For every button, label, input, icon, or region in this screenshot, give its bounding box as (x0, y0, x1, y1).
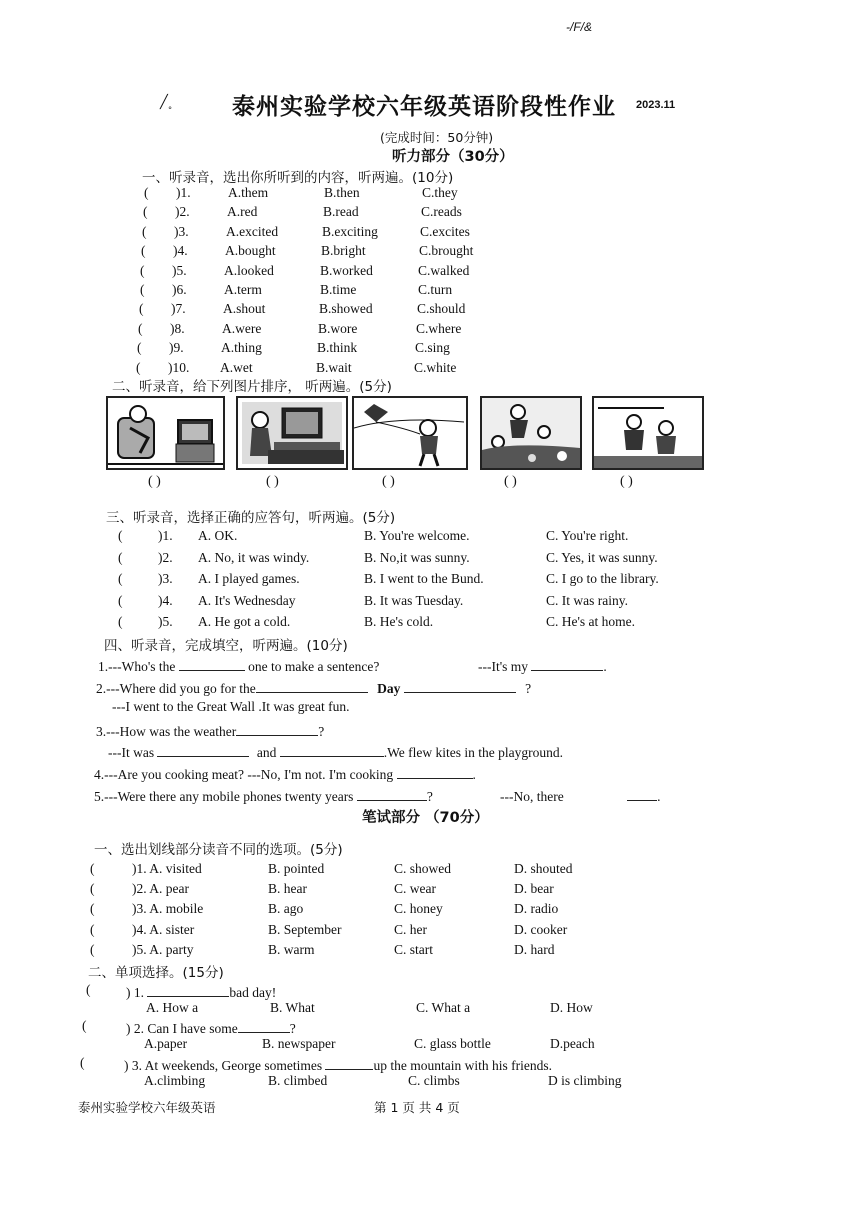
option-c[interactable]: C.walked (418, 262, 470, 278)
option-b[interactable]: B. September (268, 921, 342, 937)
question-3: ) 3. At weekends, George sometimes up the mountain with his friends. (124, 1055, 552, 1074)
option-c[interactable]: C. Yes, it was sunny. (546, 549, 658, 565)
option-a[interactable]: )3. A. mobile (132, 901, 204, 917)
listening-heading: 听力部分（30分） (392, 149, 514, 165)
picture-watching-tv (106, 396, 225, 470)
writing-part1-title: 一、选出划线部分读音不同的选项。(5分) (94, 842, 343, 858)
q1-opt-c[interactable]: C. What a (416, 1000, 471, 1015)
q1-opt-b[interactable]: B. What (270, 1000, 315, 1015)
answer-bracket[interactable]: ( (136, 359, 141, 375)
option-c[interactable]: C.should (417, 301, 466, 317)
item-number: )5. (158, 614, 173, 629)
q3-opt-b[interactable]: B. climbed (268, 1073, 328, 1088)
blank-1-1[interactable] (179, 656, 245, 671)
picture-answer-bracket[interactable]: ( ) (620, 474, 633, 489)
option-b[interactable]: B.worked (320, 262, 373, 278)
blank-1-2[interactable] (531, 656, 603, 671)
option-c[interactable]: C.brought (419, 243, 474, 259)
item-number: )7. (171, 301, 186, 317)
option-c[interactable]: C. start (394, 941, 433, 957)
item-number: )1. (158, 528, 173, 543)
q3-bracket: ( (80, 1055, 85, 1070)
writing-heading: 笔试部分 （70分） (362, 810, 489, 826)
option-b[interactable]: B.time (320, 282, 357, 297)
fill-line-2: 2.---Where did you go for the Day ? (96, 678, 531, 697)
answer-bracket[interactable]: ( (90, 921, 95, 937)
fill-line-4: 4.---Are you cooking meat? ---No, I'm not. I'm cooking . (94, 764, 476, 783)
option-a[interactable]: )4. A. sister (132, 921, 195, 937)
blank-4-1[interactable] (397, 764, 473, 779)
answer-bracket[interactable]: ( (143, 204, 148, 220)
item-number: )4. (158, 592, 173, 608)
option-b[interactable]: B.read (323, 204, 359, 220)
option-c[interactable]: C. I go to the library. (546, 571, 659, 586)
fill-line-5: 5.---Were there any mobile phones twenty years ? (94, 786, 433, 805)
page-title: 泰州实验学校六年级英语阶段性作业 (232, 94, 616, 120)
option-a[interactable]: A. No, it was windy. (198, 549, 310, 565)
option-b[interactable]: B. warm (268, 941, 315, 957)
fill-line-5-answer: ---No, there . (500, 786, 660, 805)
answer-bracket[interactable]: ( (118, 614, 123, 629)
item-number: )1. (176, 185, 191, 200)
fill-line-3-answer: ---It was and .We flew kites in the playground. (108, 742, 563, 761)
option-c[interactable]: C. showed (394, 861, 451, 876)
option-b[interactable]: B. No,it was sunny. (364, 549, 470, 565)
blank-3-2[interactable] (157, 742, 249, 757)
writing-part2-title: 二、单项选择。(15分) (88, 965, 224, 981)
answer-bracket[interactable]: ( (137, 340, 142, 356)
picture-answer-bracket[interactable]: ( ) (266, 474, 279, 489)
option-c[interactable]: C.they (422, 185, 458, 200)
q1-bracket: ( (86, 982, 91, 997)
footer-school: 泰州实验学校六年级英语 (78, 1100, 216, 1115)
option-a[interactable]: )1. A. visited (132, 861, 202, 876)
q3-opt-d[interactable]: D is climbing (548, 1073, 622, 1088)
option-a[interactable]: A.wet (220, 359, 253, 375)
q2-opt-d[interactable]: D.peach (550, 1036, 595, 1051)
option-b[interactable]: B. I went to the Bund. (364, 571, 484, 586)
item-number: )2. (158, 549, 173, 565)
option-a[interactable]: A.excited (226, 223, 279, 239)
option-c[interactable]: C.reads (421, 204, 462, 220)
picture-computer-games (236, 396, 348, 470)
answer-bracket[interactable]: ( (90, 861, 95, 876)
blank-5-2[interactable] (627, 786, 657, 801)
answer-bracket[interactable]: ( (141, 243, 146, 259)
answer-bracket[interactable]: ( (140, 282, 145, 297)
q3-blank[interactable] (325, 1055, 373, 1070)
option-d[interactable]: D. radio (514, 901, 559, 917)
item-number: )5. (172, 262, 187, 278)
item-number: )3. (174, 223, 189, 239)
option-b[interactable]: B.wait (316, 359, 352, 375)
option-c[interactable]: C. He's at home. (546, 614, 636, 629)
option-c[interactable]: C. You're right. (546, 528, 629, 543)
option-b[interactable]: B.then (324, 185, 360, 200)
answer-bracket[interactable]: ( (90, 881, 95, 897)
fill-line-1-answer: ---It's my . (478, 656, 607, 675)
option-d[interactable]: D. shouted (514, 861, 573, 876)
option-a[interactable]: A. I played games. (198, 571, 300, 586)
answer-bracket[interactable]: ( (144, 185, 149, 200)
option-c[interactable]: C. It was rainy. (546, 592, 628, 608)
listening-part4-title: 四、听录音，完成填空，听两遍。(10分) (104, 638, 348, 654)
blank-2-1[interactable] (256, 678, 368, 693)
q2-opt-b[interactable]: B. newspaper (262, 1036, 336, 1051)
option-b[interactable]: B.exciting (322, 223, 378, 239)
footer-page-number: 第 1 页 共 4 页 (374, 1100, 460, 1115)
picture-fishing (592, 396, 704, 470)
option-c[interactable]: C.sing (415, 340, 450, 356)
item-number: )8. (170, 320, 185, 336)
fill-line-1: 1.---Who's the one to make a sentence? (98, 656, 379, 675)
answer-bracket[interactable]: ( (138, 320, 143, 336)
picture-flying-kite (352, 396, 468, 470)
option-c[interactable]: C. wear (394, 881, 436, 897)
option-b[interactable]: B. He's cold. (364, 614, 434, 629)
option-a[interactable]: )5. A. party (132, 941, 194, 957)
blank-3-1[interactable] (236, 721, 318, 736)
answer-bracket[interactable]: ( (118, 592, 123, 608)
picture-answer-bracket[interactable]: ( ) (148, 474, 161, 489)
answer-bracket[interactable]: ( (90, 901, 95, 917)
option-b[interactable]: B. ago (268, 901, 304, 917)
q1-blank[interactable] (147, 982, 229, 997)
question-2: ) 2. Can I have some ? (126, 1018, 296, 1037)
option-b[interactable]: B. hear (268, 881, 307, 897)
option-a[interactable]: A. OK. (198, 528, 238, 543)
item-number: )9. (169, 340, 184, 356)
picture-answer-bracket[interactable]: ( ) (504, 474, 517, 489)
option-a[interactable]: A.thing (221, 340, 262, 356)
time-note: (完成时间：50分钟) (380, 130, 494, 145)
picture-answer-bracket[interactable]: ( ) (382, 474, 395, 489)
item-number: )10. (168, 359, 190, 375)
scribble-mark: -/F/& (566, 20, 592, 34)
q1-opt-d[interactable]: D. How (550, 1000, 593, 1015)
option-a[interactable]: A.bought (225, 243, 276, 259)
q2-opt-a[interactable]: A.paper (144, 1036, 188, 1051)
option-a[interactable]: A. It's Wednesday (198, 592, 296, 608)
answer-bracket[interactable]: ( (140, 262, 145, 278)
question-1: ) 1. bad day! (126, 982, 276, 1001)
blank-3-3[interactable] (280, 742, 384, 757)
option-b[interactable]: B.bright (321, 243, 366, 259)
item-number: )3. (158, 571, 173, 586)
q3-opt-a[interactable]: A.climbing (144, 1073, 206, 1088)
option-c[interactable]: C.turn (418, 282, 453, 297)
date-label: 2023.11 (636, 99, 676, 111)
listening-part3-title: 三、听录音，选择正确的应答句，听两遍。(5分) (106, 510, 396, 526)
option-c[interactable]: C.white (414, 359, 457, 375)
q3-opt-c[interactable]: C. climbs (408, 1073, 460, 1088)
q2-opt-c[interactable]: C. glass bottle (414, 1036, 491, 1051)
answer-bracket[interactable]: ( (139, 301, 144, 317)
option-a[interactable]: )2. A. pear (132, 881, 189, 897)
fill-line-3: 3.---How was the weather ? (96, 721, 324, 740)
blank-5-1[interactable] (357, 786, 427, 801)
picture-kids-playing (480, 396, 582, 470)
option-d[interactable]: D. cooker (514, 921, 568, 937)
answer-bracket[interactable]: ( (118, 571, 123, 586)
option-d[interactable]: D. bear (514, 881, 554, 897)
option-b[interactable]: B.think (317, 340, 358, 356)
option-d[interactable]: D. hard (514, 941, 555, 957)
option-c[interactable]: C. honey (394, 901, 443, 917)
q2-blank[interactable] (238, 1018, 290, 1033)
answer-bracket[interactable]: ( (90, 941, 95, 957)
option-a[interactable]: A.were (222, 320, 262, 336)
option-c[interactable]: C.excites (420, 223, 470, 239)
fill-line-2-answer: ---I went to the Great Wall .It was great fun. (112, 699, 350, 714)
option-a[interactable]: A.term (224, 282, 262, 297)
item-number: )6. (172, 282, 187, 297)
option-a[interactable]: A.shout (223, 301, 266, 317)
answer-bracket[interactable]: ( (118, 528, 123, 543)
option-c[interactable]: C.where (416, 320, 462, 336)
option-a[interactable]: A.red (227, 204, 258, 220)
listening-part1-title: 一、听录音，选出你所听到的内容，听两遍。(10分) (142, 170, 454, 186)
option-b[interactable]: B.showed (319, 301, 373, 317)
answer-bracket[interactable]: ( (142, 223, 147, 239)
listening-part2-title: 二、听录音，给下列图片排序， 听两遍。(5分) (112, 379, 392, 395)
option-b[interactable]: B.wore (318, 320, 358, 336)
item-number: )4. (173, 243, 188, 259)
option-a[interactable]: A. He got a cold. (198, 614, 291, 629)
option-c[interactable]: C. her (394, 921, 427, 937)
q2-bracket: ( (82, 1018, 87, 1033)
corner-mark: ╱˳ (160, 94, 173, 109)
option-b[interactable]: B. You're welcome. (364, 528, 470, 543)
answer-bracket[interactable]: ( (118, 549, 123, 565)
q1-opt-a[interactable]: A. How a (146, 1000, 199, 1015)
option-a[interactable]: A.them (228, 185, 269, 200)
option-b[interactable]: B. It was Tuesday. (364, 592, 464, 608)
blank-2-2[interactable] (404, 678, 516, 693)
option-a[interactable]: A.looked (224, 262, 274, 278)
item-number: )2. (175, 204, 190, 220)
option-b[interactable]: B. pointed (268, 861, 325, 876)
